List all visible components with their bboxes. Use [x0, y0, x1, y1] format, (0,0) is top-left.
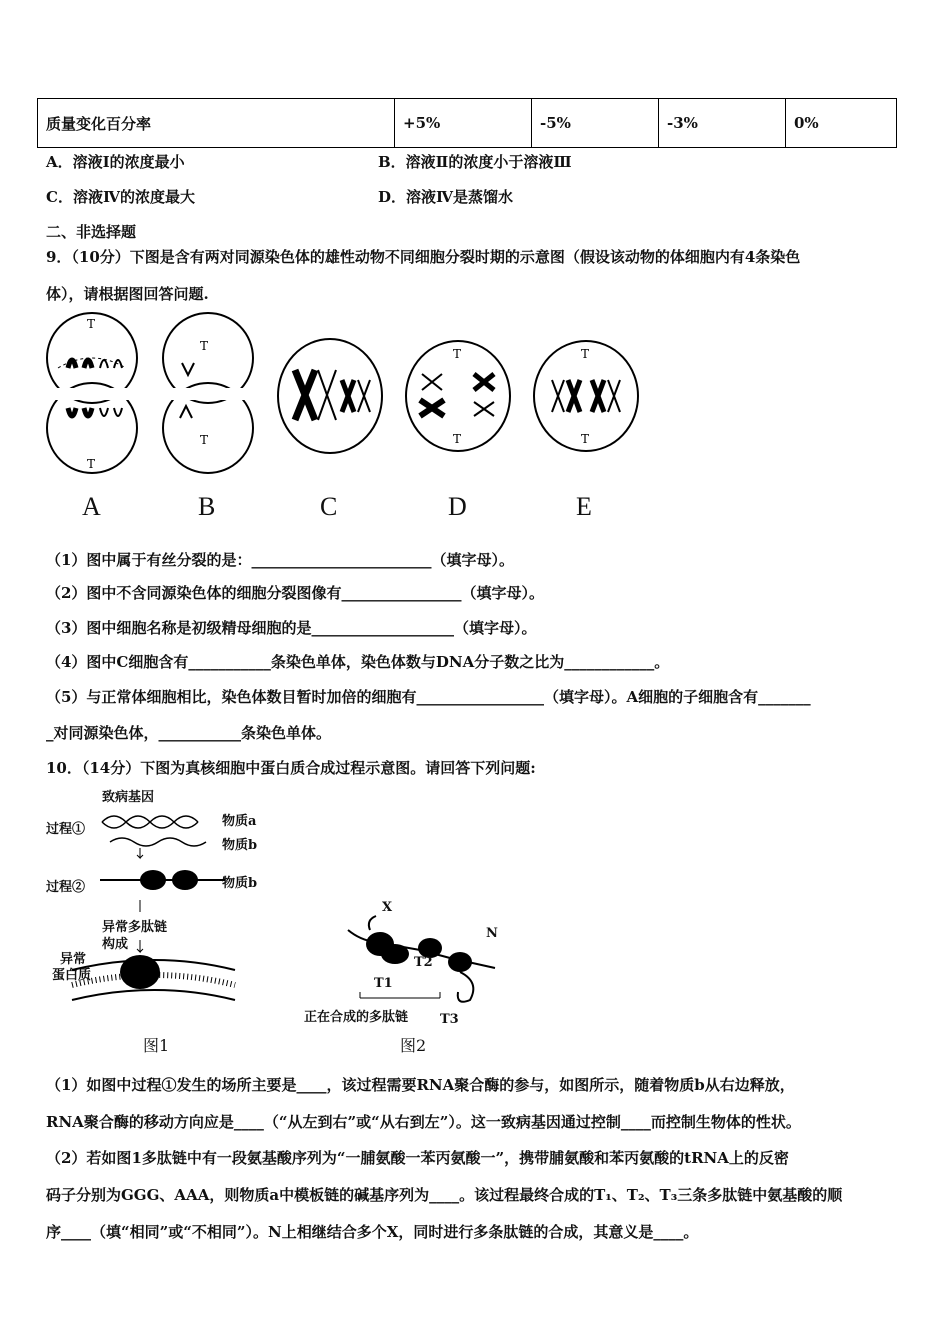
- t1-label: T1: [374, 976, 393, 991]
- svg-text:T: T: [87, 457, 96, 471]
- q9-stem-line1: 9．（10分）下图是含有两对同源染色体的雄性动物不同细胞分裂时期的示意图（假设该动物的体细胞内有4条染色: [46, 248, 801, 266]
- compose-label: 构成: [102, 937, 129, 952]
- figure1-diagram: [40, 800, 250, 1030]
- cell-b-diagram: [163, 313, 253, 473]
- q10-sub2-line1: （2）若如图1多肽链中有一段氨基酸序列为“一脯氨酸一苯丙氨酸一”，携带脯氨酸和苯丙氨酸的tRNA上的反密: [46, 1149, 789, 1167]
- cell-c-diagram: [278, 339, 382, 453]
- table-row: [38, 99, 897, 148]
- q9-sub1: （1）图中属于有丝分裂的是：________________________（填字母）。: [46, 551, 514, 569]
- figure-label-b: B: [198, 492, 216, 521]
- svg-text:T: T: [581, 432, 590, 446]
- mass-change-table: [37, 98, 897, 148]
- figure-label-a: A: [82, 492, 101, 521]
- cell-a-diagram: [47, 313, 137, 473]
- gene-label: 致病基因: [102, 790, 155, 805]
- q10-stem: 10．（14分）下图为真核细胞中蛋白质合成过程示意图。请回答下列问题:: [46, 759, 536, 777]
- t2-label: T2: [414, 955, 433, 970]
- table-header-cell: 质量变化百分率: [38, 99, 395, 148]
- svg-text:T: T: [200, 433, 209, 447]
- q9-sub5-line1: （5）与正常体细胞相比，染色体数目暂时加倍的细胞有_________________（填字母）。A细胞的子细胞含有_______: [46, 688, 811, 706]
- table-cell: +5%: [395, 99, 532, 148]
- svg-text:T: T: [87, 317, 96, 331]
- cell-division-figure: [40, 308, 650, 528]
- option-d: D．溶液Ⅳ是蒸馏水: [378, 188, 514, 206]
- q9-sub5-line2: _对同源染色体，___________条染色单体。: [46, 724, 332, 742]
- t3-label: T3: [440, 1012, 459, 1027]
- q9-sub3: （3）图中细胞名称是初级精母细胞的是___________________（填字母）。: [46, 619, 537, 637]
- substance-b-label-1: 物质b: [222, 838, 258, 853]
- table-cell: -3%: [659, 99, 786, 148]
- svg-text:T: T: [200, 339, 209, 353]
- q9-sub4: （4）图中C细胞含有___________条染色单体，染色体数与DNA分子数之比为____________。: [46, 653, 670, 671]
- q9-stem-line2: 体），请根据图回答问题.: [46, 285, 209, 303]
- figure-label-e: E: [576, 492, 592, 521]
- synthesizing-chain-label: 正在合成的多肽链: [304, 1010, 409, 1025]
- q10-sub1-line2: RNA聚合酶的移动方向应是____（“从左到右”或“从右到左”）。这一致病基因通过控制____而控制生物体的性状。: [46, 1113, 801, 1131]
- figure2-caption: 图2: [400, 1036, 427, 1055]
- q9-sub2: （2）图中不含同源染色体的细胞分裂图像有________________（填字母）。: [46, 584, 544, 602]
- cell-d-diagram: [406, 341, 510, 451]
- process2-label: 过程②: [46, 880, 86, 895]
- figure-label-d: D: [448, 492, 467, 521]
- x-label: X: [382, 900, 393, 915]
- q10-sub1-line1: （1）如图中过程①发生的场所主要是____，该过程需要RNA聚合酶的参与，如图所示，随着物质b从右边释放，: [46, 1076, 795, 1094]
- option-a: A．溶液Ⅰ的浓度最小: [46, 153, 185, 171]
- n-label: N: [486, 926, 498, 941]
- figure-label-c: C: [320, 492, 338, 521]
- substance-b-label-2: 物质b: [222, 876, 258, 891]
- table-cell: -5%: [532, 99, 659, 148]
- substance-a-label: 物质a: [222, 814, 257, 829]
- abnormal-protein-label-1: 异常: [60, 952, 87, 967]
- table-cell: 0%: [786, 99, 897, 148]
- svg-text:T: T: [453, 432, 462, 446]
- section-title: 二、非选择题: [46, 223, 137, 241]
- abnormal-chain-label: 异常多肽链: [102, 920, 168, 935]
- svg-text:T: T: [453, 347, 462, 361]
- svg-text:T: T: [581, 347, 590, 361]
- option-c: C．溶液Ⅳ的浓度最大: [46, 188, 195, 206]
- cell-e-diagram: [534, 341, 638, 451]
- option-b: B．溶液Ⅱ的浓度小于溶液Ⅲ: [378, 153, 572, 171]
- q10-sub2-line3: 序____（填“相同”或“不相同”）。N上相继结合多个X，同时进行多条肽链的合成，其意义是____。: [46, 1223, 699, 1241]
- abnormal-protein-label-2: 蛋白质: [52, 968, 92, 983]
- figure1-caption: 图1: [143, 1036, 170, 1055]
- process1-label: 过程①: [46, 822, 86, 837]
- q10-sub2-line2: 码子分别为GGG、AAA，则物质a中模板链的碱基序列为____。该过程最终合成的T₁、T₂、T₃三条多肽链中氨基酸的顺: [46, 1186, 843, 1204]
